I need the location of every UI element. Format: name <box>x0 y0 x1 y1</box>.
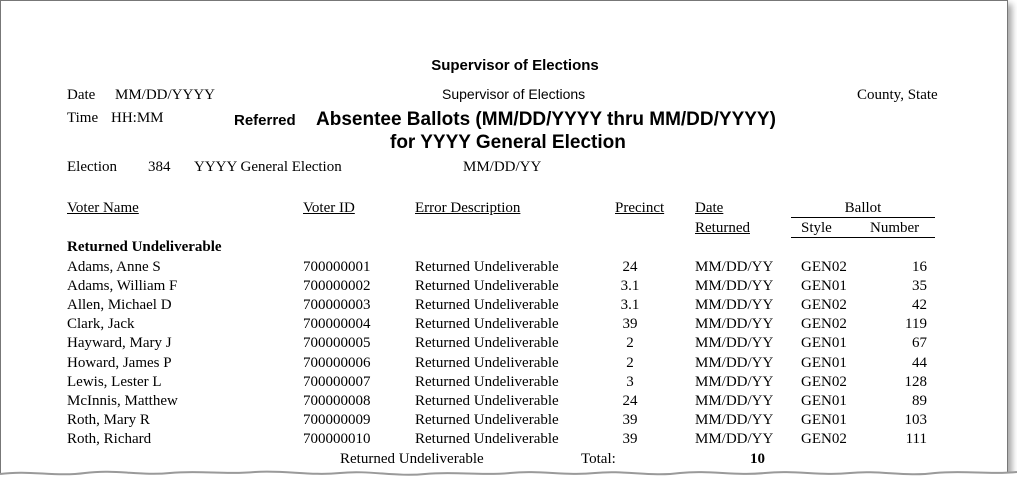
voter-name-cell: Adams, Anne S <box>67 259 161 275</box>
error-description-cell: Returned Undeliverable <box>415 354 559 371</box>
voter-name-cell: Roth, Richard <box>67 430 152 447</box>
ballot-number-cell: 35 <box>912 278 927 295</box>
voter-name-cell: Clark, Jack <box>67 316 135 333</box>
ballot-group-rule <box>791 217 935 218</box>
voter-id-cell: 700000001 <box>303 259 371 275</box>
ballot-number-cell: 103 <box>904 411 927 428</box>
table-row <box>1 355 1007 374</box>
ballot-number-cell: 89 <box>912 392 927 409</box>
error-description-cell: Returned Undeliverable <box>415 411 559 428</box>
date-returned-cell: MM/DD/YY <box>695 430 774 447</box>
voter-name-cell: Lewis, Lester L <box>67 373 162 390</box>
date-returned-cell: MM/DD/YY <box>695 278 774 295</box>
table-row <box>1 316 1007 335</box>
date-value: MM/DD/YYYY <box>115 87 216 103</box>
election-number: 384 <box>148 159 171 175</box>
precinct-cell: 39 <box>622 316 638 333</box>
error-description-cell: Returned Undeliverable <box>415 392 559 409</box>
table-row <box>1 297 1007 316</box>
ballot-style-cell: GEN01 <box>801 411 847 428</box>
total-label: Returned Undeliverable <box>340 451 484 467</box>
col-date-returned: Returned <box>695 220 750 236</box>
precinct-cell: 3 <box>626 373 634 390</box>
voter-id-cell: 700000010 <box>303 430 371 447</box>
voter-id-cell: 700000009 <box>303 411 371 428</box>
date-returned-cell: MM/DD/YY <box>695 297 774 314</box>
ballot-number-cell: 128 <box>904 373 927 390</box>
precinct-cell: 2 <box>626 354 634 371</box>
voter-id-cell: 700000008 <box>303 392 371 409</box>
table-row <box>1 278 1007 297</box>
ballot-style-cell: GEN02 <box>801 316 847 333</box>
table-row <box>1 412 1007 431</box>
ballot-style-cell: GEN01 <box>801 335 847 352</box>
date-returned-cell: MM/DD/YY <box>695 392 774 409</box>
error-description-cell: Returned Undeliverable <box>415 430 559 447</box>
col-voter-id: Voter ID <box>303 200 355 216</box>
precinct-cell: 39 <box>622 411 638 428</box>
error-description-cell: Returned Undeliverable <box>415 316 559 333</box>
error-description-cell: Returned Undeliverable <box>415 335 559 352</box>
precinct-cell: 24 <box>622 259 638 275</box>
error-description-cell: Returned Undeliverable <box>415 373 559 390</box>
ballot-style-cell: GEN01 <box>801 354 847 371</box>
voter-name-cell: Hayward, Mary J <box>67 335 172 352</box>
col-date: Date <box>695 200 724 216</box>
ballot-style-cell: GEN02 <box>801 373 847 390</box>
voter-id-cell: 700000007 <box>303 373 371 390</box>
voter-id-cell: 700000004 <box>303 316 371 333</box>
voter-id-cell: 700000006 <box>303 354 371 371</box>
voter-name-cell: Adams, William F <box>67 278 178 295</box>
election-label: Election <box>67 159 117 175</box>
ballot-style-cell: GEN02 <box>801 259 847 275</box>
error-description-cell: Returned Undeliverable <box>415 278 559 295</box>
total-word: Total: <box>581 451 616 467</box>
location: County, State <box>857 87 938 103</box>
ballot-number-cell: 111 <box>905 430 927 447</box>
table-row <box>1 431 1007 450</box>
precinct-cell: 3.1 <box>620 297 640 314</box>
precinct-cell: 3.1 <box>620 278 640 295</box>
ballot-style-cell: GEN01 <box>801 392 847 409</box>
ballot-sub-rule <box>791 237 935 238</box>
ballot-style-cell: GEN01 <box>801 278 847 295</box>
table-row <box>1 335 1007 354</box>
table-row <box>1 259 1007 278</box>
precinct-cell: 39 <box>622 430 638 447</box>
table-row <box>1 374 1007 393</box>
voter-name-cell: Howard, James P <box>67 354 172 371</box>
total-value: 10 <box>750 451 765 467</box>
col-ballot-number: Number <box>870 220 920 236</box>
time-label: Time <box>67 110 99 126</box>
voter-id-cell: 700000003 <box>303 297 371 314</box>
torn-edge <box>0 464 1017 486</box>
voter-name-cell: McInnis, Matthew <box>67 392 178 409</box>
ballot-number-cell: 119 <box>905 316 927 333</box>
org-subtitle: Supervisor of Elections <box>442 86 586 102</box>
error-description-cell: Returned Undeliverable <box>415 297 559 314</box>
date-returned-cell: MM/DD/YY <box>695 316 774 333</box>
date-returned-cell: MM/DD/YY <box>695 411 774 428</box>
ballot-number-cell: 67 <box>912 335 927 352</box>
ballot-number-cell: 44 <box>912 354 927 371</box>
org-title: Supervisor of Elections <box>431 57 599 74</box>
time-value: HH:MM <box>111 110 164 126</box>
referred-label: Referred <box>234 112 296 129</box>
col-voter-name: Voter Name <box>67 200 139 216</box>
voter-name-cell: Roth, Mary R <box>67 411 150 428</box>
col-error-description: Error Description <box>415 200 521 216</box>
voter-id-cell: 700000005 <box>303 335 371 352</box>
voter-name-cell: Allen, Michael D <box>67 297 172 314</box>
col-precinct: Precinct <box>615 200 665 216</box>
precinct-cell: 24 <box>622 392 638 409</box>
ballot-number-cell: 42 <box>912 297 927 314</box>
precinct-cell: 2 <box>626 335 634 352</box>
election-date: MM/DD/YY <box>463 159 542 175</box>
report-title-line1: Absentee Ballots (MM/DD/YYYY thru MM/DD/YYYY) <box>316 109 776 130</box>
table-row <box>1 393 1007 412</box>
election-name: YYYY General Election <box>194 159 342 175</box>
ballot-number-cell: 16 <box>912 259 927 275</box>
ballot-style-cell: GEN02 <box>801 430 847 447</box>
date-returned-cell: MM/DD/YY <box>695 354 774 371</box>
error-description-cell: Returned Undeliverable <box>415 259 559 275</box>
ballot-style-cell: GEN02 <box>801 297 847 314</box>
group-heading: Returned Undeliverable <box>67 239 222 255</box>
date-returned-cell: MM/DD/YY <box>695 373 774 390</box>
date-returned-cell: MM/DD/YY <box>695 335 774 352</box>
report-title-line2: for YYYY General Election <box>390 132 626 153</box>
col-ballot-style: Style <box>801 220 832 236</box>
date-label: Date <box>67 87 96 103</box>
voter-id-cell: 700000002 <box>303 278 371 295</box>
col-ballot-group: Ballot <box>844 200 882 216</box>
date-returned-cell: MM/DD/YY <box>695 259 774 275</box>
